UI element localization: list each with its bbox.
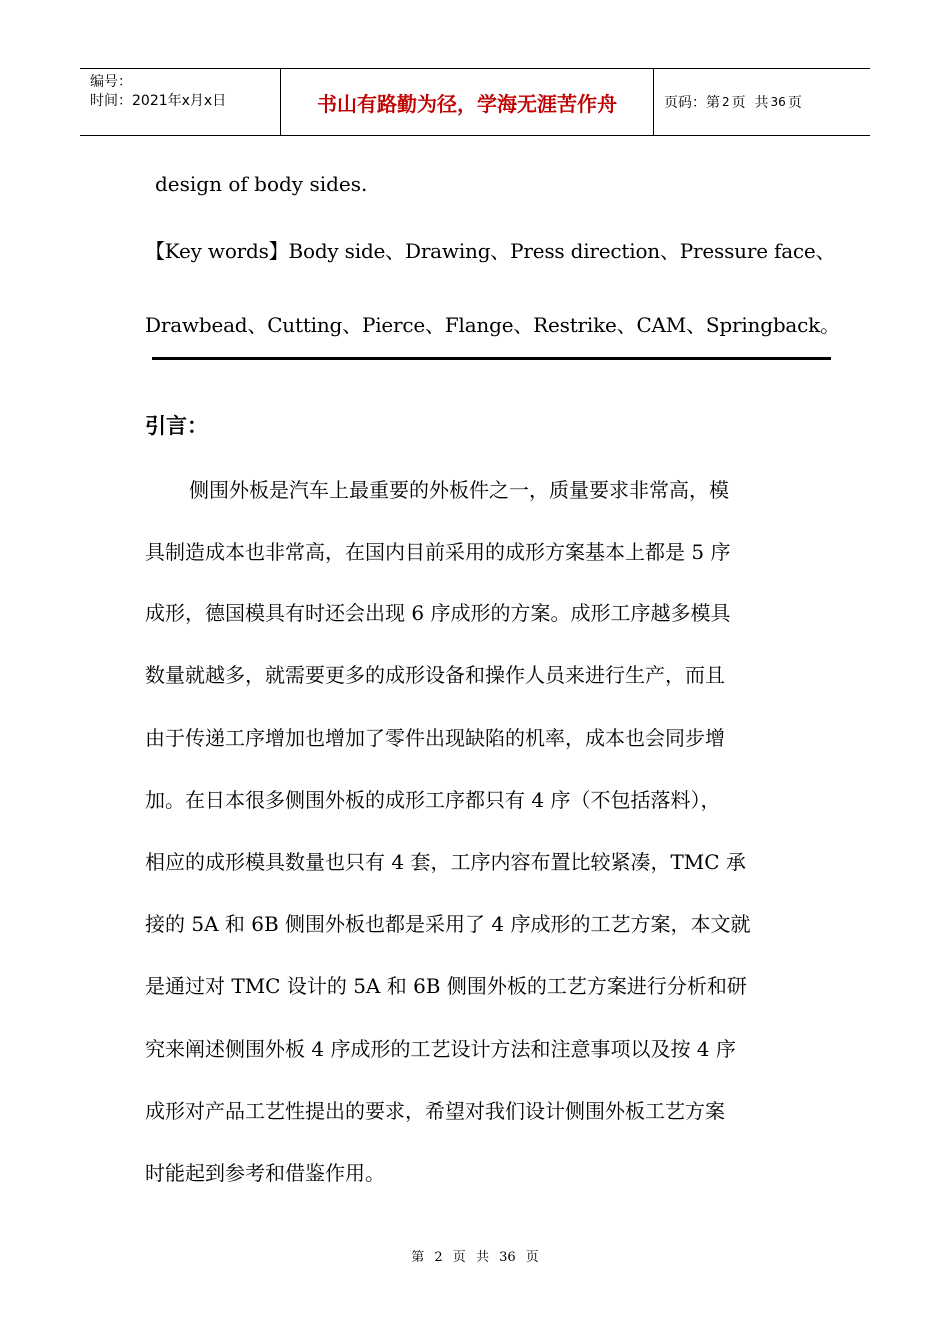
- time-label: 时间：2021年x月x日: [90, 93, 227, 109]
- intro-line: 加。在日本很多侧围外板的成形工序都只有 4 序（不包括落料），: [145, 788, 721, 812]
- abstract-line-end: design of body sides.: [155, 172, 368, 196]
- intro-line: 具制造成本也非常高，在国内目前采用的成形方案基本上都是 5 序: [145, 540, 731, 564]
- page-mid: 页 共: [731, 95, 769, 111]
- intro-line: 侧围外板是汽车上最重要的外板件之一，质量要求非常高，模: [189, 478, 729, 502]
- keywords-line-1: 【Key words】Body side、Drawing、Press direction、Pressure face、: [145, 239, 836, 263]
- intro-heading: 引言：: [145, 414, 208, 438]
- number-label: 编号：: [90, 74, 132, 90]
- intro-line: 究来阐述侧围外板 4 序成形的工艺设计方法和注意事项以及按 4 序: [145, 1037, 736, 1061]
- keywords-line-2: Drawbead、Cutting、Pierce、Flange、Restrike、CAM、Springback。: [145, 313, 840, 337]
- page-prefix: 页码：第: [664, 95, 720, 111]
- header-table: [80, 68, 870, 136]
- page-suffix: 页: [787, 95, 802, 111]
- page-footer: [0, 1246, 950, 1265]
- page-current: 2: [722, 95, 730, 109]
- footer-ye-2: 页: [525, 1250, 539, 1265]
- intro-line: 相应的成形模具数量也只有 4 套，工序内容布置比较紧凑，TMC 承: [145, 850, 746, 874]
- header-motto-cell: [281, 69, 654, 135]
- footer-gong: 共: [475, 1250, 489, 1265]
- intro-line: 由于传递工序增加也增加了零件出现缺陷的机率，成本也会同步增: [145, 726, 725, 750]
- intro-line: 接的 5A 和 6B 侧围外板也都是采用了 4 序成形的工艺方案，本文就: [145, 912, 751, 936]
- intro-line: 是通过对 TMC 设计的 5A 和 6B 侧围外板的工艺方案进行分析和研: [145, 974, 747, 998]
- section-divider: [152, 357, 831, 360]
- footer-total-pages: 36: [499, 1250, 516, 1265]
- intro-line: 数量就越多，就需要更多的成形设备和操作人员来进行生产，而且: [145, 663, 725, 687]
- intro-line: 时能起到参考和借鉴作用。: [145, 1161, 385, 1185]
- motto-text: 书山有路勤为径，学海无涯苦作舟: [317, 91, 617, 116]
- page-total: 36: [770, 95, 786, 109]
- intro-line: 成形对产品工艺性提出的要求，希望对我们设计侧围外板工艺方案: [145, 1099, 725, 1123]
- footer-current-page: 2: [434, 1250, 443, 1265]
- footer-di: 第: [411, 1250, 425, 1265]
- intro-line: 成形，德国模具有时还会出现 6 序成形的方案。成形工序越多模具: [145, 601, 731, 625]
- header-meta-cell: [80, 69, 281, 135]
- header-page-cell: [654, 69, 870, 135]
- footer-ye: 页: [452, 1250, 466, 1265]
